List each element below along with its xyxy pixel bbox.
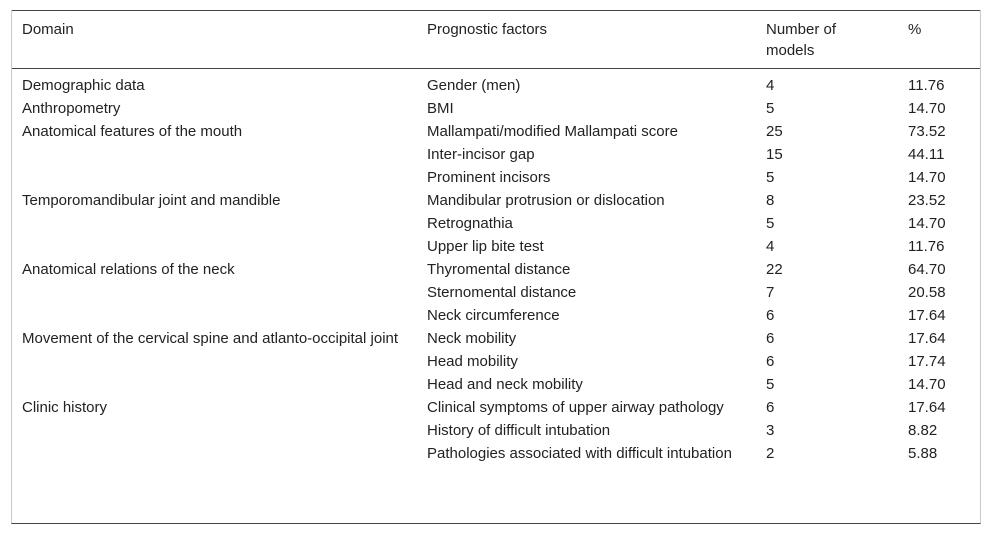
cell-domain: [12, 212, 417, 235]
cell-percent: 14.70: [908, 169, 946, 186]
cell-number-of-models: 22: [766, 261, 783, 278]
table-row: [12, 419, 980, 442]
cell-percent: 8.82: [908, 422, 938, 439]
cell-percent: 64.70: [908, 261, 946, 278]
cell-number-of-models: 6: [766, 353, 775, 370]
cell-domain: [12, 166, 417, 189]
cell-number-of-models: 5: [766, 100, 775, 117]
cell-prognostic-factor: Thyromental distance: [427, 261, 571, 278]
table-row: [12, 166, 980, 189]
cell-percent: 17.64: [908, 399, 946, 416]
table-body: [12, 69, 980, 471]
cell-prognostic-factor: Retrognathia: [427, 215, 513, 232]
cell-percent: 5.88: [908, 445, 938, 462]
cell-number-of-models: 7: [766, 284, 775, 301]
cell-number-of-models: 6: [766, 399, 775, 416]
table-header: [12, 11, 980, 69]
cell-domain: Movement of the cervical spine and atlanto-occipital joint: [22, 330, 399, 347]
cell-percent: 14.70: [908, 376, 946, 393]
table-row: [12, 69, 980, 98]
cell-domain: Demographic data: [22, 77, 145, 94]
cell-number-of-models: 3: [766, 422, 775, 439]
cell-number-of-models: 2: [766, 445, 775, 462]
cell-percent: 11.76: [908, 77, 945, 94]
cell-prognostic-factor: Gender (men): [427, 77, 521, 94]
cell-number-of-models: 5: [766, 215, 775, 232]
table-row: [12, 189, 980, 212]
table-row: [12, 442, 980, 470]
cell-domain: [12, 281, 417, 304]
cell-domain: Temporomandibular joint and mandible: [22, 192, 281, 209]
table-row: [12, 235, 980, 258]
table-row: [12, 120, 980, 143]
cell-percent: 23.52: [908, 192, 946, 209]
table-row: [12, 97, 980, 120]
cell-prognostic-factor: Prominent incisors: [427, 169, 551, 186]
cell-percent: 44.11: [908, 146, 945, 163]
prognostic-factors-table: [12, 10, 980, 470]
cell-domain: [12, 304, 417, 327]
cell-domain: [12, 442, 417, 470]
cell-percent: 20.58: [908, 284, 946, 301]
table-row: [12, 143, 980, 166]
cell-domain: [12, 419, 417, 442]
cell-percent: 17.64: [908, 307, 946, 324]
cell-percent: 14.70: [908, 215, 946, 232]
cell-prognostic-factor: BMI: [427, 100, 454, 117]
cell-number-of-models: 6: [766, 330, 775, 347]
cell-domain: [12, 143, 417, 166]
cell-domain: Anatomical relations of the neck: [22, 261, 235, 278]
header-domain: Domain: [12, 11, 417, 69]
table-row: [12, 373, 980, 396]
cell-domain: [12, 373, 417, 396]
cell-number-of-models: 5: [766, 169, 775, 186]
table-row: [12, 212, 980, 235]
cell-percent: 17.74: [908, 353, 946, 370]
cell-prognostic-factor: Head and neck mobility: [427, 376, 583, 393]
cell-domain: [12, 350, 417, 373]
header-row: [12, 11, 980, 69]
cell-prognostic-factor: Neck circumference: [427, 307, 560, 324]
cell-domain: Anthropometry: [22, 100, 121, 117]
cell-prognostic-factor: Mandibular protrusion or dislocation: [427, 192, 665, 209]
cell-prognostic-factor: Head mobility: [427, 353, 518, 370]
cell-number-of-models: 8: [766, 192, 775, 209]
cell-prognostic-factor: Clinical symptoms of upper airway pathology: [427, 399, 724, 416]
cell-prognostic-factor: Mallampati/modified Mallampati score: [427, 123, 678, 140]
cell-prognostic-factor: Inter-incisor gap: [427, 146, 535, 163]
header-number-of-models: Number of models: [756, 11, 898, 69]
cell-prognostic-factor: History of difficult intubation: [427, 422, 611, 439]
cell-prognostic-factor: Pathologies associated with difficult intubation: [427, 445, 732, 462]
cell-domain: [12, 235, 417, 258]
cell-number-of-models: 15: [766, 146, 783, 163]
cell-domain: Clinic history: [22, 399, 108, 416]
table-row: [12, 258, 980, 281]
cell-percent: 17.64: [908, 330, 946, 347]
cell-number-of-models: 4: [766, 238, 775, 255]
table-row: [12, 350, 980, 373]
cell-domain: Anatomical features of the mouth: [22, 123, 243, 140]
table-row: [12, 304, 980, 327]
cell-number-of-models: 6: [766, 307, 775, 324]
cell-prognostic-factor: Neck mobility: [427, 330, 517, 347]
cell-number-of-models: 5: [766, 376, 775, 393]
cell-number-of-models: 4: [766, 77, 775, 94]
cell-percent: 14.70: [908, 100, 946, 117]
header-percent: %: [898, 11, 980, 69]
cell-percent: 73.52: [908, 123, 946, 140]
cell-prognostic-factor: Sternomental distance: [427, 284, 577, 301]
cell-number-of-models: 25: [766, 123, 783, 140]
table-row: [12, 281, 980, 304]
cell-percent: 11.76: [908, 238, 945, 255]
header-prognostic-factors: Prognostic factors: [417, 11, 756, 69]
table-container: [11, 10, 981, 524]
cell-prognostic-factor: Upper lip bite test: [427, 238, 544, 255]
table-row: [12, 327, 980, 350]
table-row: [12, 396, 980, 419]
